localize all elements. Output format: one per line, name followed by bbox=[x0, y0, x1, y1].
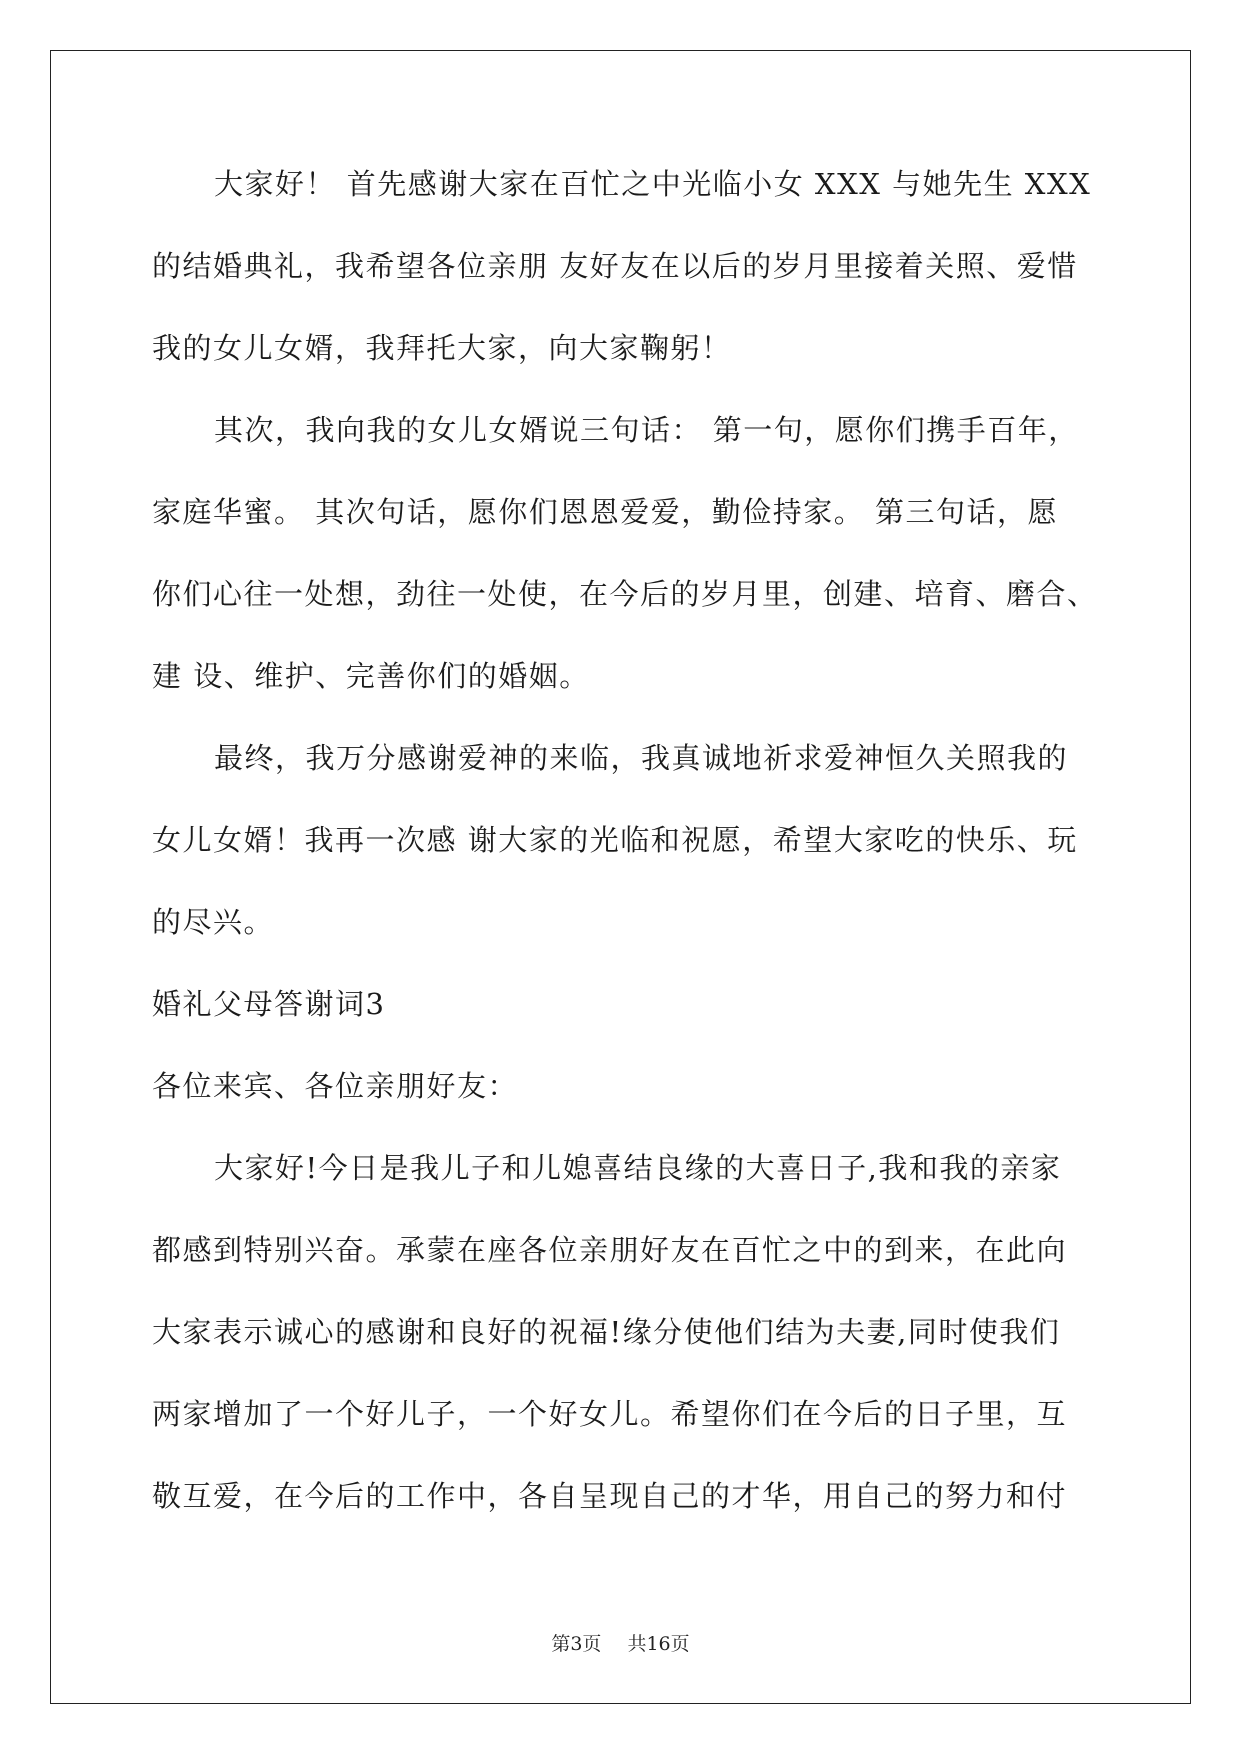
paragraph-line: 的尽兴。 bbox=[152, 905, 275, 939]
paragraph-line: 都感到特别兴奋。承蒙在座各位亲朋好友在百忙之中的到来，在此向 bbox=[152, 1233, 1068, 1267]
document-body bbox=[152, 164, 1097, 1558]
paragraph-line: 的结婚典礼，我希望各位亲朋 友好友在以后的岁月里接着关照、爱惜 bbox=[152, 249, 1078, 283]
paragraph-line: 你们心往一处想，劲往一处使，在今后的岁月里，创建、培育、磨合、 bbox=[152, 577, 1098, 611]
paragraph-line: 女儿女婿！我再一次感 谢大家的光临和祝愿，希望大家吃的快乐、玩 bbox=[152, 823, 1078, 857]
total-pages: 共16页 bbox=[627, 1633, 690, 1655]
paragraph-line: 大家好！ 首先感谢大家在百忙之中光临小女 XXX 与她先生 XXX bbox=[214, 167, 1092, 201]
paragraph-line: 大家表示诚心的感谢和良好的祝福!缘分使他们结为夫妻,同时使我们 bbox=[152, 1315, 1061, 1349]
paragraph-line: 敬互爱，在今后的工作中，各自呈现自己的才华，用自己的努力和付 bbox=[152, 1479, 1068, 1513]
section-heading: 婚礼父母答谢词3 bbox=[152, 987, 386, 1021]
page-number: 第3页 bbox=[551, 1633, 602, 1655]
paragraph-line: 我的女儿女婿，我拜托大家，向大家鞠躬！ bbox=[152, 331, 732, 365]
paragraph-line: 建 设、维护、完善你们的婚姻。 bbox=[152, 659, 590, 693]
paragraph-line: 家庭华蜜。 其次句话，愿你们恩恩爱爱，勤俭持家。 第三句话，愿 bbox=[152, 495, 1058, 529]
salutation: 各位来宾、各位亲朋好友： bbox=[152, 1069, 519, 1103]
paragraph-line: 其次，我向我的女儿女婿说三句话： 第一句，愿你们携手百年， bbox=[214, 413, 1079, 447]
paragraph-line: 最终，我万分感谢爱神的来临，我真诚地祈求爱神恒久关照我的 bbox=[214, 741, 1069, 775]
page-footer bbox=[0, 1629, 1241, 1656]
paragraph-line: 两家增加了一个好儿子，一个好女儿。希望你们在今后的日子里，互 bbox=[152, 1397, 1068, 1431]
paragraph-line: 大家好!今日是我儿子和儿媳喜结良缘的大喜日子,我和我的亲家 bbox=[214, 1151, 1062, 1185]
